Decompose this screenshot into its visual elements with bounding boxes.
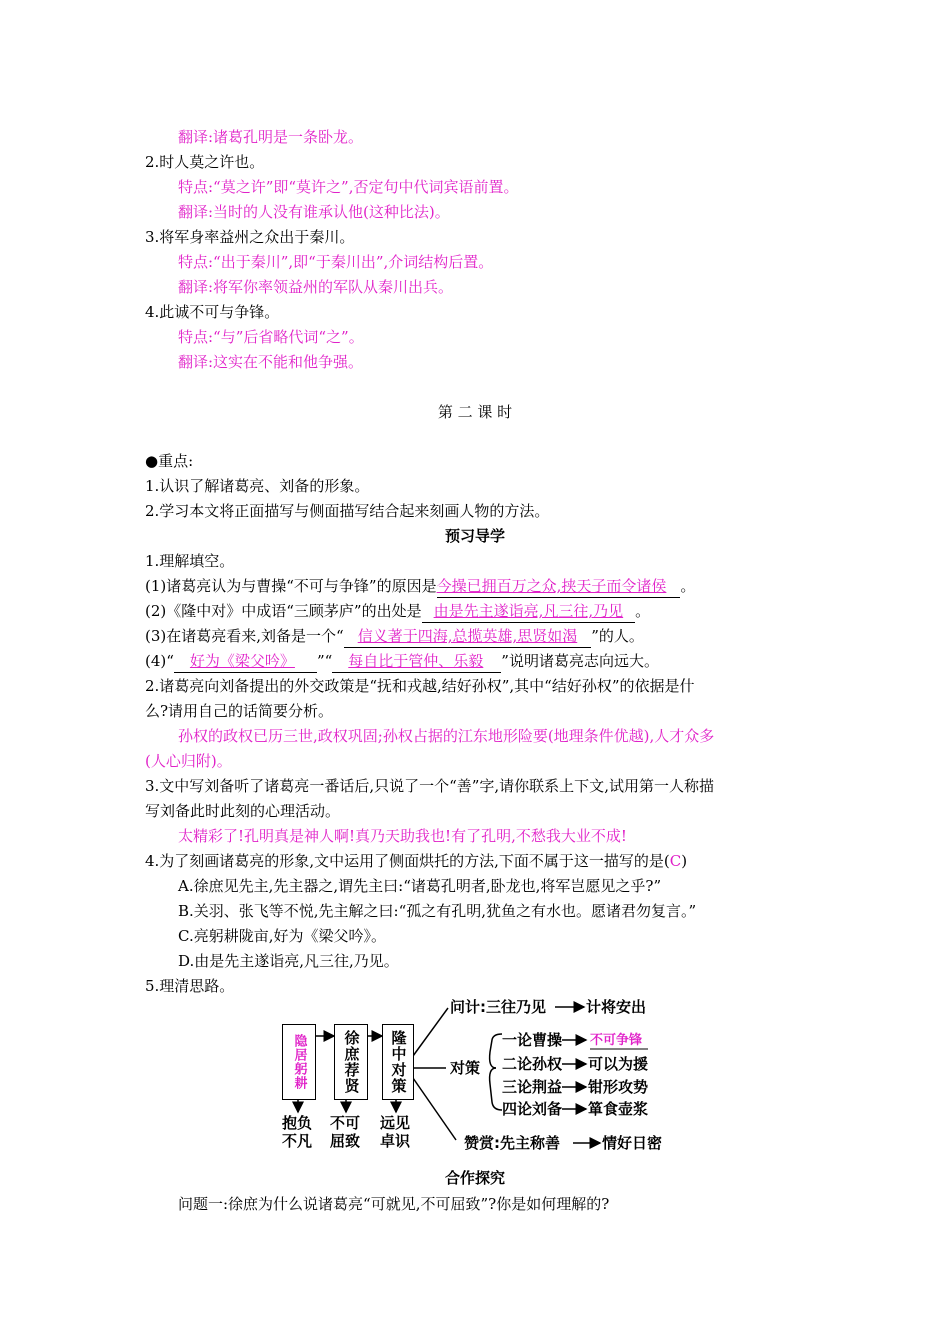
fill-blank-2 (145, 600, 650, 623)
problem-one: 问题一:徐庶为什么说诸葛亮“可就见,不可屈致”?你是如何理解的? (178, 1195, 610, 1213)
answer-blank: 今操已拥百万之众,挟天子而令诸侯 (437, 575, 681, 598)
answer-text: 太精彩了!孔明真是神人啊!真乃天助我也!有了孔明,不愁我大业不成! (178, 827, 627, 845)
strategy-result: 箪食壶浆 (588, 1100, 649, 1118)
stage-box-3: 隆中对策 (382, 1024, 414, 1100)
feature-line: 特点:“与”后省略代词“之”。 (178, 328, 364, 346)
strategy-label: 对策 (450, 1059, 481, 1077)
coop-heading: 合作探究 (444, 1169, 505, 1187)
answer-text: 孙权的政权已历三世,政权巩固;孙权占据的江东地形险要(地理条件优越),人才众多 (178, 727, 715, 745)
choice-answer: C (669, 852, 682, 870)
option-d: D.由是先主遂诣亮,凡三往,乃见。 (178, 952, 399, 970)
branch-praise-result: 情好日密 (602, 1134, 663, 1152)
fill-blank-4 (145, 650, 659, 673)
outline-diagram (270, 994, 690, 1154)
question-stem (145, 850, 687, 872)
question-stem: 2.诸葛亮向刘备提出的外交政策是“抚和戎越,结好孙权”,其中“结好孙权”的依据是什 (145, 677, 695, 695)
option-c: C.亮躬耕陇亩,好为《梁父吟》。 (178, 927, 386, 945)
blank-suffix: ”的人。 (591, 627, 644, 645)
translation-line: 翻译:当时的人没有谁承认他(这种比法)。 (178, 203, 450, 221)
blank-prefix: (4)“ (145, 652, 174, 670)
answer-blank: 由是先主遂诣亮,凡三往,乃见 (422, 600, 636, 623)
answer-blank: 信义著于四海,总揽英雄,思贤如渴 (344, 625, 592, 648)
question-stem: 写刘备此时此刻的心理活动。 (145, 802, 341, 820)
blank-middle: ”“ (316, 652, 333, 670)
sentence-item: 4.此诚不可与争锋。 (145, 303, 280, 321)
stem-close: ) (681, 852, 688, 870)
stage-box-2: 徐庶荐贤 (334, 1024, 368, 1100)
blank-suffix: 。 (680, 577, 696, 595)
stage-note-1: 抱负 不凡 (282, 1114, 313, 1150)
translation-line: 翻译:将军你率领益州的军队从秦川出兵。 (178, 278, 454, 296)
translation-line: 翻译:这实在不能和他争强。 (178, 353, 364, 371)
preview-heading: 预习导学 (444, 527, 505, 545)
sentence-item: 3.将军身率益州之众出于秦川。 (145, 228, 355, 246)
answer-blank: 好为《梁父吟》 (174, 650, 317, 673)
strategy-item: 三论荆益 (502, 1078, 563, 1096)
fill-blank-1 (145, 575, 695, 598)
strategy-item: 二论孙权 (502, 1055, 563, 1073)
feature-line: 特点:“出于秦川”,即“于秦川出”,介词结构后置。 (178, 253, 494, 271)
fill-blank-3 (145, 625, 644, 648)
branch-praise: 赞赏:先主称善 (464, 1134, 560, 1152)
answer-text: (人心归附)。 (145, 752, 232, 770)
blank-prefix: (1)诸葛亮认为与曹操“不可与争锋”的原因是 (145, 577, 437, 595)
strategy-result: 不可争锋 (590, 1033, 643, 1048)
blank-prefix: (3)在诸葛亮看来,刘备是一个“ (145, 627, 344, 645)
stage-note-2: 不可 屈致 (330, 1114, 361, 1150)
question-title: 5.理清思路。 (145, 977, 235, 995)
section-title: 第 二 课 时 (437, 403, 513, 421)
strategy-item: 一论曹操 (502, 1031, 563, 1049)
option-a: A.徐庶见先主,先主器之,谓先主曰:“诸葛孔明者,卧龙也,将军岂愿见之乎?” (178, 877, 662, 895)
stage-box-1: 隐居躬耕 (282, 1024, 316, 1100)
stem-text: 4.为了刻画诸葛亮的形象,文中运用了侧面烘托的方法,下面不属于这一描写的是( (145, 852, 670, 870)
question-stem: 么?请用自己的话简要分析。 (145, 702, 334, 720)
feature-line: 特点:“莫之许”即“莫许之”,否定句中代词宾语前置。 (178, 178, 519, 196)
option-b: B.关羽、张飞等不悦,先主解之曰:“孤之有孔明,犹鱼之有水也。愿诸君勿复言。” (178, 902, 697, 920)
focus-item: 2.学习本文将正面描写与侧面描写结合起来刻画人物的方法。 (145, 502, 550, 520)
strategy-item: 四论刘备 (502, 1100, 563, 1118)
blank-prefix: (2)《隆中对》中成语“三顾茅庐”的出处是 (145, 602, 422, 620)
translation-line: 翻译:诸葛孔明是一条卧龙。 (178, 128, 364, 146)
focus-heading: ●重点: (145, 452, 194, 470)
stage-note-3: 远见 卓识 (380, 1114, 411, 1150)
question-stem: 3.文中写刘备听了诸葛亮一番话后,只说了一个“善”字,请你联系上下文,试用第一人称描 (145, 777, 714, 795)
question-title: 1.理解填空。 (145, 552, 235, 570)
blank-suffix: ”说明诸葛亮志向远大。 (501, 652, 659, 670)
focus-item: 1.认识了解诸葛亮、刘备的形象。 (145, 477, 370, 495)
branch-ask-result: 计将安出 (586, 998, 647, 1016)
answer-blank: 每自比于管仲、乐毅 (332, 650, 501, 673)
blank-suffix: 。 (635, 602, 651, 620)
strategy-result: 钳形攻势 (588, 1078, 649, 1096)
sentence-item: 2.时人莫之许也。 (145, 153, 265, 171)
strategy-result: 可以为援 (588, 1055, 649, 1073)
branch-ask: 问计:三往乃见 (450, 998, 546, 1016)
